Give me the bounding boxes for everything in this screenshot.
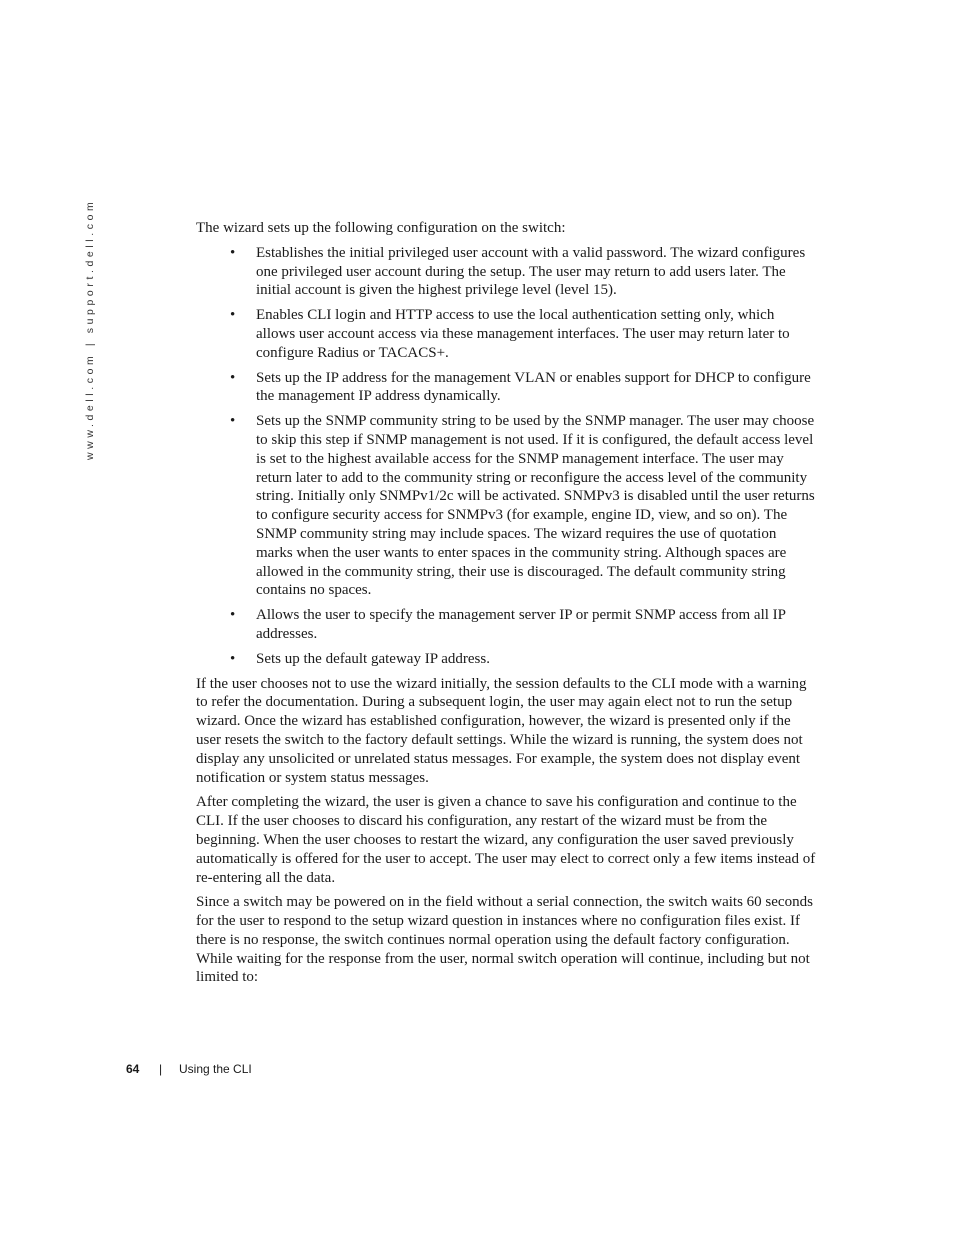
bullet-icon: •: [230, 650, 236, 667]
list-item: [196, 369, 816, 407]
list-item: [196, 606, 816, 644]
list-item: [196, 306, 816, 362]
list-item-text: Enables CLI login and HTTP access to use the local authentication setting only, which allows user account access via these management interfaces. The user may return later to configure Radius or TACACS+.: [256, 307, 790, 361]
page-number: 64: [126, 1062, 140, 1076]
footer-separator: |: [159, 1062, 163, 1076]
body-paragraph: Since a switch may be powered on in the field without a serial connection, the switch waits 60 seconds for the user to respond to the setup wizard question in instances where no configuration files exist. If there is no response, the switch continues normal operation using the default factory configuration. While waiting for the response from the user, normal switch operation will continue, including but not limited to:: [196, 894, 813, 986]
section-title: Using the CLI: [179, 1062, 252, 1076]
sidebar-url-text: www.dell.com | support.dell.com: [84, 198, 96, 460]
sidebar-url: [84, 198, 98, 460]
list-item: [196, 412, 816, 600]
page-footer: [0, 1062, 954, 1082]
bullet-icon: •: [230, 244, 236, 261]
bullet-icon: •: [230, 369, 236, 386]
list-item-text: Sets up the default gateway IP address.: [256, 650, 490, 667]
intro-paragraph: The wizard sets up the following configuration on the switch:: [196, 220, 566, 236]
body-paragraph: If the user chooses not to use the wizard initially, the session defaults to the CLI mode with a warning to refer the documentation. During a subsequent login, the user may again elect not to run the setup wizard. Once the wizard has established configuration, however, the wizard is presented only if the user resets the switch to the factory default settings. While the wizard is running, the system does not display any unsolicited or unrelated status messages. For example, the system does not display event notification or system status messages.: [196, 675, 807, 786]
list-item-text: Establishes the initial privileged user account with a valid password. The wizard configures one privileged user account during the setup. The user may return to add users later. The initial account is given the highest privilege level (level 15).: [256, 244, 806, 299]
list-item: [196, 650, 816, 669]
bullet-icon: •: [230, 413, 236, 430]
list-item-text: Allows the user to specify the management server IP or permit SNMP access from all IP addresses.: [256, 607, 786, 642]
list-item-text: Sets up the IP address for the management VLAN or enables support for DHCP to configure the management IP address dynamically.: [256, 369, 811, 405]
config-bullet-list: [196, 244, 816, 669]
body-paragraph: After completing the wizard, the user is given a chance to save his configuration and continue to the CLI. If the user chooses to discard his configuration, any restart of the wizard must be from the beginning. When the user chooses to restart the wizard, any configuration the user saved previously automatically is offered for the user to accept. The user may elect to correct only a few items instead of re-entering all the data.: [196, 794, 816, 886]
list-item: [196, 244, 816, 300]
bullet-icon: •: [230, 307, 236, 324]
list-item-text: Sets up the SNMP community string to be used by the SNMP manager. The user may choose to skip this step if SNMP management is not used. If it is configured, the default access level is set to the highest available access for the SNMP management interface. The user may return later to add to the community string or reconfigure the access level of the community string. Initially only SNMPv1/2c will be activated. SNMPv3 is disabled until the user returns to configure security access for SNMPv3 (for example, engine ID, view, and so on). The SNMP community string may include spaces. The wizard requires the use of quotation marks when the user wants to enter spaces in the community string. Although spaces are allowed in the community string, their use is discouraged. The default community string contains no spaces.: [256, 413, 815, 599]
page-body: [196, 219, 816, 993]
bullet-icon: •: [230, 607, 236, 624]
